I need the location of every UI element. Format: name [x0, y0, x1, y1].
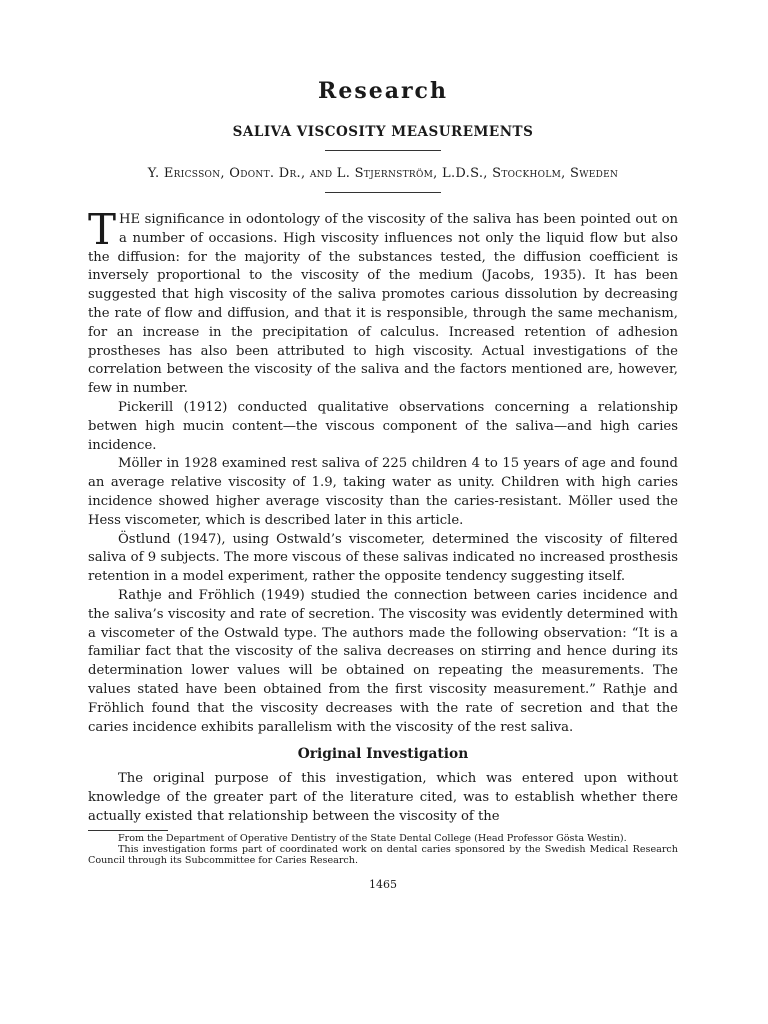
paragraph-investigation: The original purpose of this investigation, which was entered upon without knowledge of the greater part of the literature cited, was to establish whether there actually existed that relationship between the viscosity of the: [88, 771, 678, 824]
paragraph-pickerill: Pickerill (1912) conducted qualitative observations concerning a relationship betwen high mucin content—the viscous component of the saliva—and high caries incidence.: [88, 399, 678, 453]
footnote-rule: [88, 830, 168, 831]
author-line: Y. Ericsson, Odont. Dr., and L. Stjernström, L.D.S., Stockholm, Sweden: [147, 166, 619, 181]
footnote-sponsor: This investigation forms part of coordinated work on dental caries sponsored by the Swedish Medical Research Council through its Subcommittee for Caries Research.: [88, 843, 678, 866]
subheading-original-investigation: Original Investigation: [297, 746, 469, 763]
footnote-department: From the Department of Operative Dentistry of the State Dental College (Head Professor Gösta Westin).: [118, 832, 627, 844]
article-title: SALIVA VISCOSITY MEASUREMENTS: [232, 124, 534, 140]
paragraph-intro: THE significance in odontology of the viscosity of the saliva has been pointed out on a number of occasions. High viscosity influences not only the liquid flow but also the diffusion: for the majority of the substances tested, the diffusion coefficient is inversely proportional to the viscosity of the medium (Jacobs, 1935). It has been suggested that high viscosity of the saliva promotes carious dissolution by decreasing the rate of flow and diffusion, and that it is responsible, through the same mechanism, for an increase in the precipitation of calculus. Increased retention of adhesion prostheses has also been attributed to high viscosity. Actual investigations of the correlation between the viscosity of the saliva and the factors mentioned are, however, few in number.: [88, 205, 678, 397]
article-body: [88, 205, 678, 827]
author-rule: [325, 192, 441, 193]
paragraph-rathje: Rathje and Fröhlich (1949) studied the connection between caries incidence and the saliva’s viscosity and rate of secretion. The viscosity was evidently determined with a viscometer of the Ostwald type. The authors made the following observation: “It is a familiar fact that the viscosity of the saliva decreases on stirring and hence during its determination lower values will be obtained on repeating the measurements. The values stated have been obtained from the first viscosity measurement.” Rathje and Fröhlich found that the viscosity decreases with the rate of secretion and that the caries incidence exhibits parallelism with the viscosity of the rest saliva.: [88, 587, 678, 735]
section-heading: Research: [318, 78, 448, 104]
paragraph-ostlund: Östlund (1947), using Ostwald’s viscometer, determined the viscosity of filtered saliva of 9 subjects. The more viscous of these salivas indicated no increased prosthesis retention in a model experiment, rather the opposite tendency suggesting itself.: [88, 531, 678, 585]
paragraph-moller: Möller in 1928 examined rest saliva of 225 children 4 to 15 years of age and found an average relative viscosity of 1.9, taking water as unity. Children with high caries incidence showed higher average viscosity than the caries-resistant. Möller used the Hess viscometer, which is described later in this article.: [88, 456, 678, 528]
page-number: 1465: [369, 877, 397, 891]
title-rule: [325, 150, 441, 151]
